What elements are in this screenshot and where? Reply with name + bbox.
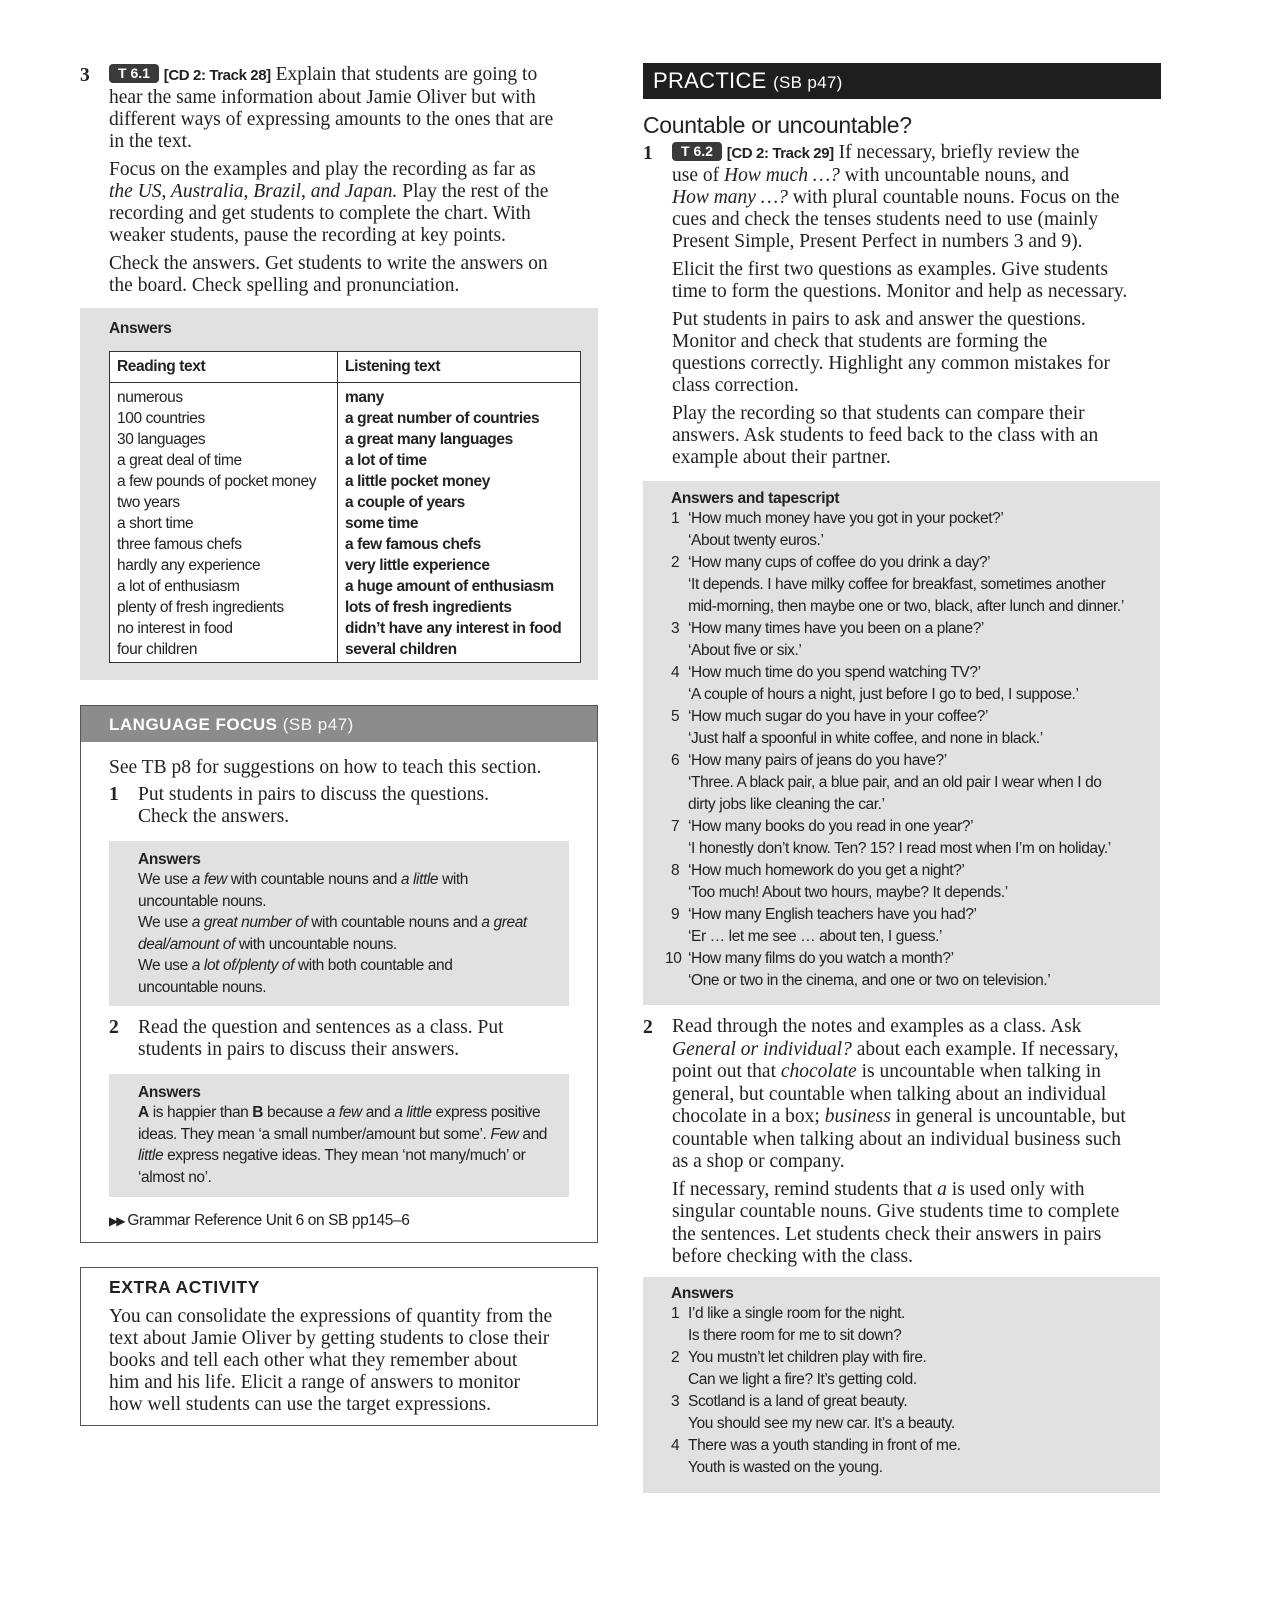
text-line [138,955,563,977]
section-title: LANGUAGE FOCUS [109,715,278,734]
text-line: hear the same information about Jamie Oliver but with [109,87,536,108]
text: express positive [431,1104,541,1121]
text: If necessary, remind students that [672,1178,938,1200]
item-number: 2 [671,554,680,571]
text-line: ‘Er … let me see … about ten, I guess.’ [688,928,943,945]
lf-item-1 [109,784,579,828]
italic-text: the US, Australia, Brazil, and Japan. [109,181,398,202]
text-line: uncountable nouns. [138,978,267,996]
lf-intro: See TB p8 for suggestions on how to teach this section. [109,757,542,778]
text: with uncountable nouns. [234,935,397,953]
item-number: 2 [643,1017,653,1038]
answers-title: Answers and tapescript [671,490,840,507]
track-badge: T 6.2 [672,142,722,161]
table-cell-listening: lots of fresh ingredients [345,599,512,616]
item-number: 4 [671,664,680,681]
text: with plural countable nouns. Focus on the [787,187,1120,208]
text-line: general, but countable when talking about an individual [672,1083,1107,1105]
italic-text: a little [394,1104,432,1121]
text-line: You mustn’t let children play with fire. [688,1349,927,1366]
subheading: Countable or uncountable? [643,112,912,138]
practice-item-2 [643,1016,1161,1269]
bold-text: B [252,1104,264,1121]
grammar-reference[interactable] [109,1210,409,1233]
text-line: books and tell each other what they remember about [109,1350,518,1371]
track-ref: [CD 2: Track 29] [726,145,834,162]
italic-text: deal/amount of [138,935,235,953]
text: If necessary, briefly review the [838,142,1080,163]
item-number: 3 [671,620,680,637]
italic-text: How much …? [724,165,840,186]
italic-text: a few [326,1104,362,1121]
answers-title: Answers [671,1285,734,1302]
double-arrow-icon: ▶▶ [109,1214,124,1228]
text-line: class correction. [672,375,799,396]
text-line: weaker students, pause the recording at key points. [109,225,506,246]
text-line: different ways of expressing amounts to the ones that are [109,109,554,130]
item-number: 1 [109,784,119,805]
lf-item-2 [109,1017,579,1061]
text-line: I’d like a single room for the night. [688,1305,905,1322]
answers-list [671,1303,1156,1479]
text-line: countable when talking about an individual business such [672,1128,1121,1150]
practice-item-1 [643,142,1161,469]
text: Play the rest of the [397,181,549,202]
table-cell-listening: a couple of years [345,494,465,511]
text-line [138,934,563,956]
table-cell-listening: didn’t have any interest in food [345,620,562,637]
table-cell-reading: three famous chefs [117,536,242,553]
text-line: ‘Just half a spoonful in white coffee, and none in black.’ [688,730,1043,747]
table-cell-listening: very little experience [345,557,490,574]
text-line: ‘How much money have you got in your pocket?’ [688,510,1004,527]
text-line [672,1039,1161,1062]
text-line: Read the question and sentences as a class. Put [138,1017,504,1038]
text-line: cues and check the tenses students need to use (mainly [672,209,1099,230]
table-cell-reading: plenty of fresh ingredients [117,599,284,616]
text-line: time to form the questions. Monitor and help as necessary. [672,281,1128,302]
list-item [671,816,1156,860]
extra-activity-box [80,1267,598,1426]
italic-text: a little [400,871,439,888]
item-number: 1 [671,1305,680,1322]
italic-text: General or individual? [672,1038,852,1060]
italic-text: a great number of [191,914,308,931]
italic-text: business [824,1106,891,1127]
text-line [109,181,598,203]
list-item [671,904,1156,948]
text-line: Put students in pairs to discuss the questions. [138,784,489,805]
text-line: ‘How many pairs of jeans do you have?’ [688,752,947,769]
text-line: as a shop or company. [672,1151,845,1172]
language-focus-header [81,706,597,742]
bold-text: A [138,1104,149,1121]
item-number: 9 [671,906,680,923]
text: with countable nouns and [226,871,401,888]
text: express negative ideas. They mean ‘not many/much’ or [163,1147,526,1164]
text-line: ‘One or two in the cinema, and one or two on television.’ [688,972,1051,989]
italic-text: a few [191,871,227,888]
text: and [361,1104,395,1121]
italic-text: a great [481,914,527,931]
text: with uncountable nouns, and [839,165,1070,186]
table-cell-reading: two years [117,494,180,511]
column-header-reading: Reading text [110,352,338,383]
text: chocolate in a box; [672,1106,825,1127]
text: We use [138,957,192,974]
text-line: Scotland is a land of great beauty. [688,1393,908,1410]
text-line: ‘How many books do you read in one year?’ [688,818,974,835]
tapescript-box [643,481,1160,1005]
text-line: ‘How many films do you watch a month?’ [688,950,954,967]
text: because [263,1104,327,1121]
italic-text: How many …? [672,187,788,208]
text-line: Explain that students are going to [275,64,538,85]
text-line: him and his life. Elicit a range of answers to monitor [109,1372,521,1393]
text: ideas. They mean ‘a small number/amount but some’. [138,1125,491,1143]
list-item [671,860,1156,904]
item-number: 2 [671,1349,680,1366]
text-line: ‘How many cups of coffee do you drink a day?’ [688,554,991,571]
text-line [672,1061,1161,1084]
text-line: ‘Too much! About two hours, maybe? It depends.’ [688,884,1008,901]
table-cell-listening: some time [345,515,419,532]
table-cell-reading: 30 languages [117,431,206,448]
table-cell-reading: a great deal of time [117,452,242,469]
text-line: the board. Check spelling and pronunciation. [109,275,460,296]
text-line: example about their partner. [672,447,891,468]
text-line: There was a youth standing in front of me. [688,1437,961,1454]
text-line: ‘How much sugar do you have in your coffee?’ [688,708,989,725]
text: about each example. If necessary, [851,1038,1119,1060]
item-number: 6 [671,752,680,769]
text-line [138,1145,563,1167]
list-item [671,1303,1156,1347]
text-line: questions correctly. Highlight any common mistakes for [672,353,1110,374]
text: is uncountable when talking in [856,1061,1101,1082]
lf-answers-2 [109,1074,569,1197]
list-item [671,508,1156,552]
text-line [138,1102,563,1124]
table-cell-reading: hardly any experience [117,557,261,574]
table-cell-listening: many [345,389,384,406]
answers-table [109,351,581,663]
text-line: Read through the notes and examples as a class. Ask [672,1016,1082,1037]
answers-table-box [80,308,598,680]
extra-activity-title: EXTRA ACTIVITY [109,1277,260,1297]
text: and [518,1125,548,1143]
text: with [438,871,469,888]
item-number: 3 [80,65,90,86]
table-cell-listening: a great number of countries [345,410,540,427]
track-badge: T 6.1 [109,64,159,83]
text-line: mid-morning, then maybe one or two, black, after lunch and dinner.’ [688,598,1124,615]
text-line: ‘Three. A black pair, a blue pair, and an old pair I wear when I do [688,774,1102,791]
table-cell-reading: a lot of enthusiasm [117,578,240,595]
table-cell-listening: a huge amount of enthusiasm [345,578,554,595]
reading-column [110,383,338,663]
text: with countable nouns and [307,914,482,931]
table-cell-reading: 100 countries [117,410,205,427]
item-number: 8 [671,862,680,879]
item-number: 1 [643,143,653,164]
text: in general is uncountable, but [890,1106,1126,1127]
list-item [671,552,1156,618]
text-line: You can consolidate the expressions of quantity from the [109,1306,553,1327]
listening-column [338,383,581,663]
text-line: singular countable nouns. Give students time to complete [672,1201,1120,1222]
list-item [671,1391,1156,1435]
final-answers-box [643,1277,1160,1493]
column-header-listening: Listening text [338,352,581,383]
text-line: Is there room for me to sit down? [688,1327,902,1344]
text-line: You should see my new car. It’s a beauty. [688,1415,955,1432]
text: We use [138,871,192,888]
tapescript-list [665,508,1156,992]
text-line [138,869,563,891]
item-3 [80,64,598,297]
text: use of [672,165,724,186]
text-line: Can we light a fire? It’s getting cold. [688,1371,917,1388]
italic-text: chocolate [780,1061,857,1082]
text-line: Focus on the examples and play the recording as far as [109,159,536,180]
text: point out that [672,1061,781,1082]
text-line: before checking with the class. [672,1246,913,1267]
text-line: the sentences. Let students check their answers in pairs [672,1223,1102,1245]
text-line: ‘About five or six.’ [688,642,802,659]
text: with both countable and [294,957,453,974]
text-line: in the text. [109,131,192,152]
text-line: dirty jobs like cleaning the car.’ [688,796,885,813]
grammar-ref-link[interactable]: Grammar Reference Unit 6 on SB pp145–6 [127,1212,410,1229]
section-ref: (SB p47) [773,73,843,92]
text-line: ‘It depends. I have milky coffee for breakfast, sometimes another [688,576,1106,593]
list-item [671,618,1156,662]
item-number: 10 [665,950,682,967]
table-cell-reading: four children [117,641,198,658]
table-cell-listening: a great many languages [345,431,513,448]
text-line: students in pairs to discuss their answers. [138,1039,460,1060]
text-line [672,165,1161,187]
text: is used only with [946,1178,1085,1200]
text-line: recording and get students to complete the chart. With [109,203,531,224]
section-ref: (SB p47) [282,715,354,734]
text-line [672,1179,1161,1202]
text-line: Youth is wasted on the young. [688,1459,883,1476]
text-line: ‘I honestly don’t know. Ten? 15? I read most when I’m on holiday.’ [688,840,1111,857]
text-line: ‘almost no’. [138,1168,212,1186]
list-item [671,1435,1156,1479]
answers-title: Answers [138,1084,201,1101]
table-cell-reading: a few pounds of pocket money [117,473,317,490]
section-title: PRACTICE [653,68,767,93]
item-number: 5 [671,708,680,725]
text-line: ‘How much time do you spend watching TV?’ [688,664,981,681]
text-line [138,1124,563,1146]
text-line: uncountable nouns. [138,892,267,910]
text-line: Put students in pairs to ask and answer the questions. [672,309,1086,330]
text-line [138,912,563,934]
table-cell-listening: a little pocket money [345,473,490,490]
table-cell-listening: a lot of time [345,452,427,469]
text-line: ‘About twenty euros.’ [688,532,824,549]
text-line: text about Jamie Oliver by getting students to close their [109,1328,550,1349]
text-line: answers. Ask students to feed back to the class with an [672,425,1099,446]
italic-text: a [937,1178,947,1200]
text-line: Check the answers. Get students to write the answers on [109,253,548,274]
language-focus-box [80,705,598,1243]
text-line: Check the answers. [138,806,290,827]
text-line: ‘How much homework do you get a night?’ [688,862,965,879]
track-ref: [CD 2: Track 28] [163,67,271,84]
text-line: Elicit the first two questions as examples. Give students [672,259,1108,280]
text-line [672,142,1161,165]
text-line: ‘How many times have you been on a plane?’ [688,620,984,637]
table-cell-reading: numerous [117,389,183,406]
table-cell-reading: no interest in food [117,620,233,637]
text-line [672,187,1161,209]
lf-answers-1 [109,841,569,1006]
table-cell-listening: a few famous chefs [345,536,481,553]
italic-text: Few [490,1125,519,1143]
italic-text: little [138,1147,164,1164]
text-line: Present Simple, Present Perfect in numbers 3 and 9). [672,231,1083,252]
text-line [672,1106,1161,1129]
item-number: 7 [671,818,680,835]
italic-text: a lot of/plenty of [191,957,295,974]
item-number: 3 [671,1393,680,1410]
list-item [671,750,1156,816]
item-number: 1 [671,510,680,527]
answers-title: Answers [109,320,172,337]
list-item [671,662,1156,706]
text-line: ‘A couple of hours a night, just before I go to bed, I suppose.’ [688,686,1079,703]
text-line: how well students can use the target expressions. [109,1394,491,1415]
text: We use [138,914,192,931]
table-cell-listening: several children [345,641,457,658]
practice-header [643,63,1161,99]
list-item [665,948,1156,992]
text-line: Play the recording so that students can compare their [672,403,1085,424]
list-item [671,1347,1156,1391]
item-number: 2 [109,1017,119,1038]
answers-title: Answers [138,851,201,868]
list-item [671,706,1156,750]
text-line: ‘How many English teachers have you had?’ [688,906,977,923]
table-cell-reading: a short time [117,515,194,532]
text: is happier than [148,1104,253,1121]
item-number: 4 [671,1437,680,1454]
text-line: Monitor and check that students are forming the [672,331,1048,352]
